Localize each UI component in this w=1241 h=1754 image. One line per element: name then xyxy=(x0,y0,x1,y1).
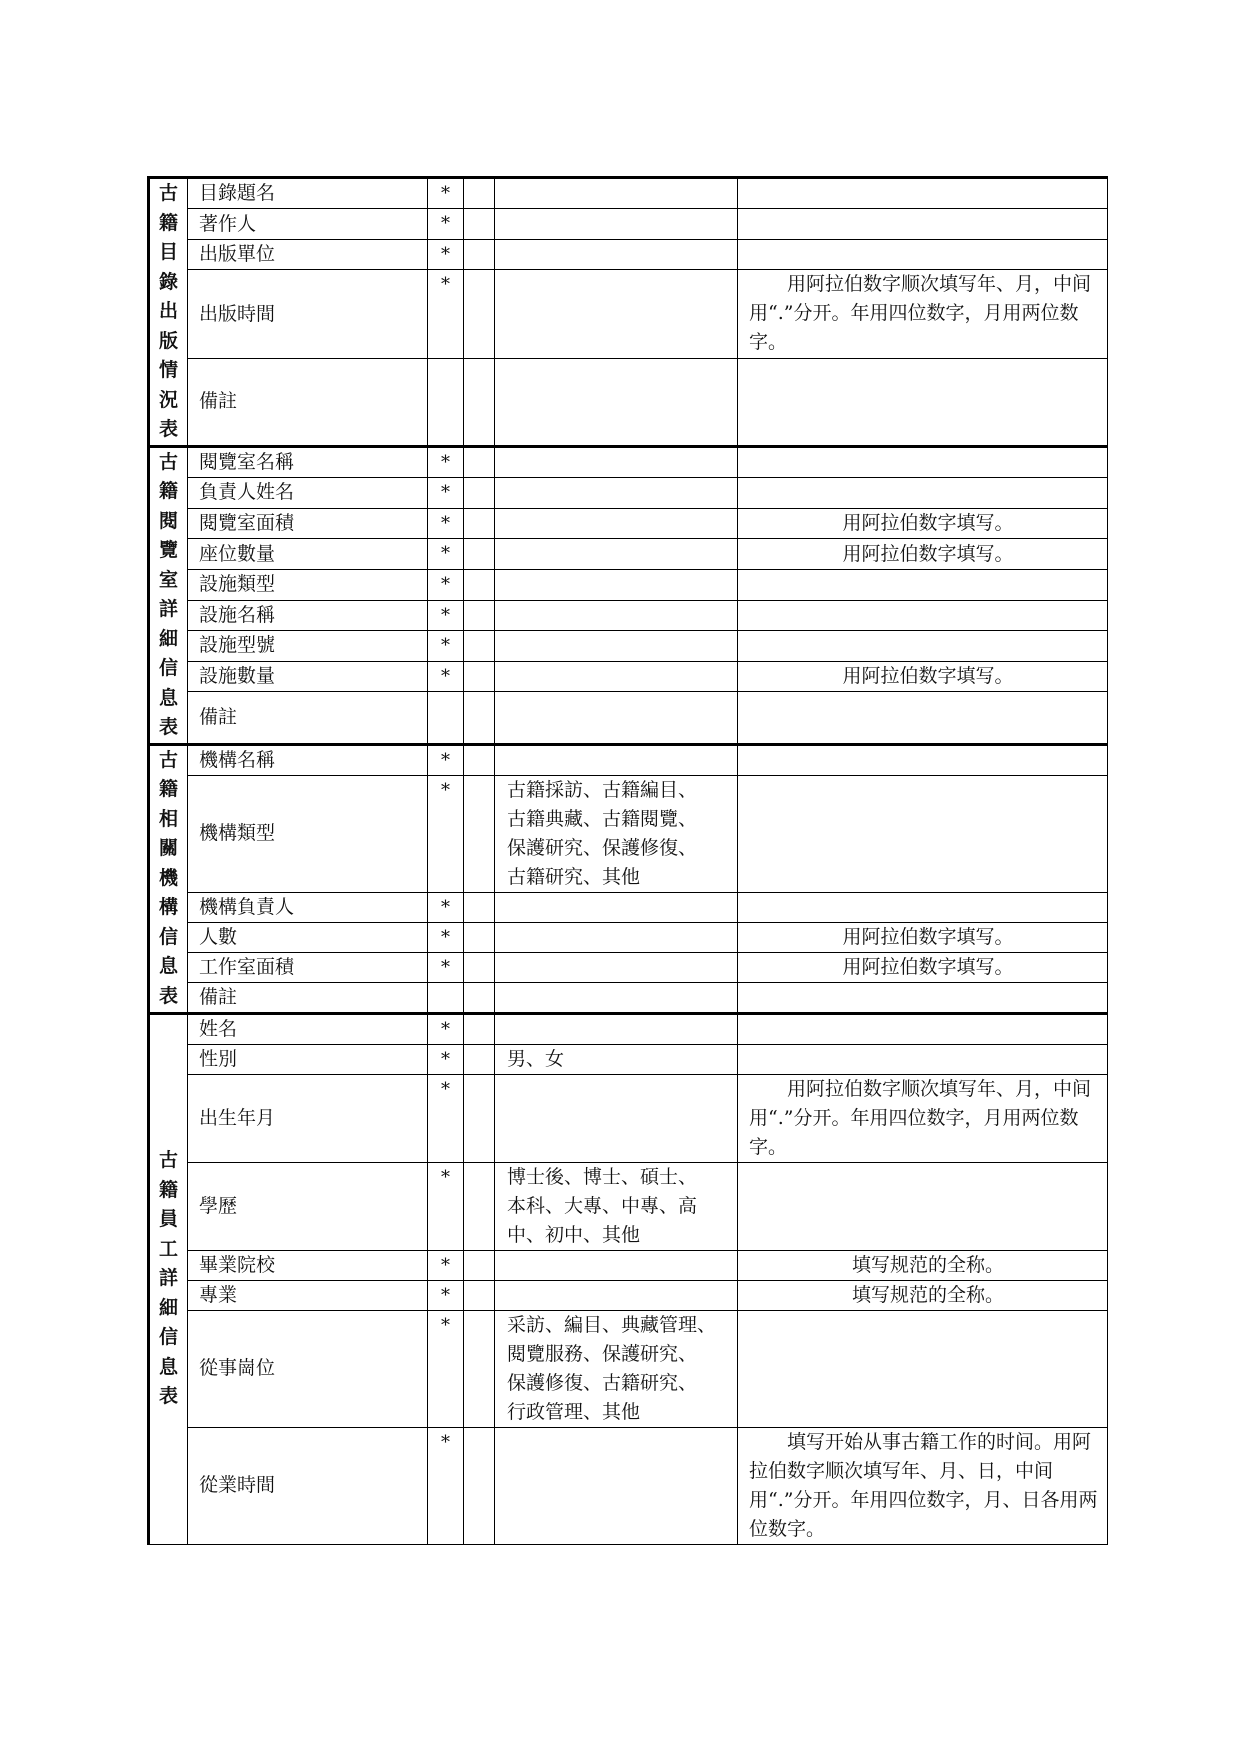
required-marker: * xyxy=(428,209,464,239)
required-marker: * xyxy=(428,661,464,692)
note-cell xyxy=(738,744,1108,775)
required-marker xyxy=(428,982,464,1013)
note-cell xyxy=(738,631,1108,662)
table-row xyxy=(149,631,1108,662)
note-cell xyxy=(738,661,1108,692)
note-text: 填写开始从事古籍工作的时间。用阿拉伯数字顺次填写年、月、日，中间用“.”分开。年用四位数字，月、日各用两位数字。 xyxy=(749,1430,1098,1540)
note-cell xyxy=(738,478,1108,509)
section-label-char: 古 xyxy=(158,182,178,204)
table-row xyxy=(149,922,1108,952)
blank-cell xyxy=(464,446,495,478)
table-row xyxy=(149,508,1108,539)
field-name: 出版單位 xyxy=(188,239,428,269)
required-marker: * xyxy=(428,1310,464,1427)
section-label-related-institution xyxy=(149,744,188,1013)
section-label-char: 籍 xyxy=(158,480,178,502)
section-label-char: 閱 xyxy=(158,509,178,532)
section-label-char: 員 xyxy=(158,1208,178,1231)
required-marker: * xyxy=(428,1074,464,1162)
table-row xyxy=(149,270,1108,359)
option-line: 保護修復、古籍研究、 xyxy=(507,1371,698,1394)
blank-cell xyxy=(464,600,495,631)
blank-cell xyxy=(464,1074,495,1162)
table-row xyxy=(149,209,1108,239)
note-text: 填写规范的全称。 xyxy=(851,1253,1004,1276)
section-label-char: 表 xyxy=(158,984,178,1007)
table-row xyxy=(149,359,1108,446)
section-label-char: 息 xyxy=(158,955,178,978)
note-cell xyxy=(738,209,1108,239)
blank-cell xyxy=(464,1310,495,1427)
section-label-char: 表 xyxy=(158,418,178,440)
field-name: 備註 xyxy=(188,359,428,446)
options-cell xyxy=(495,1013,738,1044)
note-cell xyxy=(738,775,1108,892)
field-name: 出版時間 xyxy=(188,270,428,359)
note-cell xyxy=(738,1162,1108,1250)
table-row xyxy=(149,1013,1108,1044)
options-cell xyxy=(495,359,738,446)
required-marker: * xyxy=(428,952,464,982)
section-label-char: 表 xyxy=(158,716,178,738)
required-marker: * xyxy=(428,922,464,952)
required-marker xyxy=(428,359,464,446)
options-cell xyxy=(495,922,738,952)
note-text: 用阿拉伯数字填写。 xyxy=(842,925,1014,948)
note-cell xyxy=(738,692,1108,744)
options-cell xyxy=(495,892,738,922)
table-row xyxy=(149,982,1108,1013)
note-cell xyxy=(738,1427,1108,1544)
option-line: 男、女 xyxy=(507,1047,565,1070)
required-marker: * xyxy=(428,446,464,478)
required-marker: * xyxy=(428,478,464,509)
note-cell xyxy=(738,892,1108,922)
option-line: 古籍典藏、古籍閱覽、 xyxy=(507,807,698,830)
required-marker: * xyxy=(428,1013,464,1044)
section-label-char: 細 xyxy=(158,1296,178,1319)
note-cell xyxy=(738,539,1108,570)
option-line: 中、初中、其他 xyxy=(507,1223,641,1246)
section-label-char: 關 xyxy=(158,837,178,860)
options-cell xyxy=(495,661,738,692)
note-cell xyxy=(738,1250,1108,1280)
field-name: 機構類型 xyxy=(188,775,428,892)
required-marker: * xyxy=(428,1162,464,1250)
table-row xyxy=(149,952,1108,982)
blank-cell xyxy=(464,631,495,662)
note-cell xyxy=(738,1280,1108,1310)
table-row xyxy=(149,178,1108,209)
blank-cell xyxy=(464,1044,495,1074)
field-name: 負責人姓名 xyxy=(188,478,428,509)
field-name: 從事崗位 xyxy=(188,1310,428,1427)
note-cell xyxy=(738,982,1108,1013)
blank-cell xyxy=(464,569,495,600)
required-marker: * xyxy=(428,508,464,539)
option-line: 行政管理、其他 xyxy=(507,1400,641,1423)
section-label-char: 籍 xyxy=(158,211,178,234)
field-name: 備註 xyxy=(188,982,428,1013)
table-row xyxy=(149,1162,1108,1250)
blank-cell xyxy=(464,539,495,570)
table-row xyxy=(149,892,1108,922)
blank-cell xyxy=(464,692,495,744)
blank-cell xyxy=(464,1427,495,1544)
options-cell xyxy=(495,178,738,209)
field-name: 出生年月 xyxy=(188,1074,428,1162)
section-label-char: 古 xyxy=(158,1149,178,1172)
section-label-char: 詳 xyxy=(158,598,178,620)
section-label-char: 情 xyxy=(158,359,178,381)
field-name: 備註 xyxy=(188,692,428,744)
option-line: 本科、大專、中專、高 xyxy=(507,1194,698,1217)
options-cell xyxy=(495,569,738,600)
section-label-char: 版 xyxy=(158,329,178,352)
section-label-char: 古 xyxy=(158,748,178,771)
note-cell xyxy=(738,922,1108,952)
required-marker: * xyxy=(428,1427,464,1544)
table-row xyxy=(149,1074,1108,1162)
options-cell xyxy=(495,775,738,892)
field-name: 機構名稱 xyxy=(188,744,428,775)
options-cell xyxy=(495,1310,738,1427)
field-name: 機構負責人 xyxy=(188,892,428,922)
note-cell xyxy=(738,239,1108,269)
required-marker: * xyxy=(428,1250,464,1280)
note-cell xyxy=(738,1013,1108,1044)
note-cell xyxy=(738,508,1108,539)
options-cell xyxy=(495,1427,738,1544)
section-label-char: 出 xyxy=(158,300,178,322)
options-cell xyxy=(495,1250,738,1280)
note-text: 用阿拉伯数字填写。 xyxy=(842,955,1014,978)
section-label-char: 信 xyxy=(158,657,178,679)
required-marker: * xyxy=(428,1044,464,1074)
section-label-char: 機 xyxy=(158,866,178,889)
note-text: 用阿拉伯数字填写。 xyxy=(842,665,1014,688)
section-label-char: 室 xyxy=(158,568,178,591)
note-cell xyxy=(738,952,1108,982)
options-cell xyxy=(495,478,738,509)
options-cell xyxy=(495,952,738,982)
note-cell xyxy=(738,569,1108,600)
table-row xyxy=(149,539,1108,570)
field-name: 設施類型 xyxy=(188,569,428,600)
blank-cell xyxy=(464,982,495,1013)
option-line: 古籍研究、其他 xyxy=(507,865,641,888)
options-cell xyxy=(495,744,738,775)
blank-cell xyxy=(464,270,495,359)
required-marker: * xyxy=(428,892,464,922)
section-label-char: 表 xyxy=(158,1385,178,1408)
blank-cell xyxy=(464,775,495,892)
note-cell xyxy=(738,446,1108,478)
field-name: 著作人 xyxy=(188,209,428,239)
field-name: 人數 xyxy=(188,922,428,952)
options-cell xyxy=(495,539,738,570)
table-row xyxy=(149,775,1108,892)
table-row xyxy=(149,1427,1108,1544)
info-form-table xyxy=(147,176,1108,1545)
note-text: 用阿拉伯数字顺次填写年、月，中间用“.”分开。年用四位数字，月用两位数字。 xyxy=(749,273,1092,354)
note-cell xyxy=(738,270,1108,359)
field-name: 設施數量 xyxy=(188,661,428,692)
note-text: 用阿拉伯数字填写。 xyxy=(842,542,1014,565)
section-label-char: 構 xyxy=(158,896,178,919)
blank-cell xyxy=(464,209,495,239)
required-marker: * xyxy=(428,631,464,662)
section-label-char: 古 xyxy=(158,450,178,473)
note-cell xyxy=(738,1310,1108,1427)
section-label-char: 籍 xyxy=(158,1178,178,1201)
blank-cell xyxy=(464,1250,495,1280)
options-cell xyxy=(495,239,738,269)
required-marker xyxy=(428,692,464,744)
options-cell xyxy=(495,270,738,359)
table-row xyxy=(149,1044,1108,1074)
table-row xyxy=(149,239,1108,269)
required-marker: * xyxy=(428,178,464,209)
blank-cell xyxy=(464,1162,495,1250)
section-label-char: 目 xyxy=(158,241,178,263)
field-name: 設施名稱 xyxy=(188,600,428,631)
note-text: 用阿拉伯数字填写。 xyxy=(842,512,1014,535)
section-label-catalog-publication xyxy=(149,178,188,447)
note-text: 用阿拉伯数字顺次填写年、月，中间用“.”分开。年用四位数字，月用两位数字。 xyxy=(749,1077,1092,1158)
required-marker: * xyxy=(428,539,464,570)
field-name: 工作室面積 xyxy=(188,952,428,982)
options-cell xyxy=(495,1162,738,1250)
field-name: 閱覽室名稱 xyxy=(188,446,428,478)
section-label-char: 工 xyxy=(158,1237,178,1260)
table-row xyxy=(149,1250,1108,1280)
option-line: 閱覽服務、保護研究、 xyxy=(507,1342,698,1365)
blank-cell xyxy=(464,508,495,539)
table-row xyxy=(149,478,1108,509)
note-cell xyxy=(738,178,1108,209)
table-row xyxy=(149,446,1108,478)
blank-cell xyxy=(464,1280,495,1310)
required-marker: * xyxy=(428,239,464,269)
note-cell xyxy=(738,600,1108,631)
blank-cell xyxy=(464,178,495,209)
note-text: 填写规范的全称。 xyxy=(851,1283,1004,1306)
field-name: 學歷 xyxy=(188,1162,428,1250)
section-label-char: 錄 xyxy=(158,270,178,293)
table-row xyxy=(149,661,1108,692)
required-marker: * xyxy=(428,744,464,775)
blank-cell xyxy=(464,661,495,692)
field-name: 從業時間 xyxy=(188,1427,428,1544)
options-cell xyxy=(495,209,738,239)
blank-cell xyxy=(464,478,495,509)
blank-cell xyxy=(464,892,495,922)
option-line: 保護研究、保護修復、 xyxy=(507,836,698,859)
section-label-char: 籍 xyxy=(158,778,178,801)
section-label-char: 息 xyxy=(158,1355,178,1378)
table-row xyxy=(149,692,1108,744)
blank-cell xyxy=(464,1013,495,1044)
note-cell xyxy=(738,359,1108,446)
field-name: 專業 xyxy=(188,1280,428,1310)
note-cell xyxy=(738,1074,1108,1162)
field-name: 目錄題名 xyxy=(188,178,428,209)
blank-cell xyxy=(464,922,495,952)
section-label-char: 覽 xyxy=(158,539,178,561)
field-name: 閱覽室面積 xyxy=(188,508,428,539)
options-cell xyxy=(495,508,738,539)
blank-cell xyxy=(464,952,495,982)
options-cell xyxy=(495,982,738,1013)
section-label-char: 細 xyxy=(158,627,178,650)
table-row xyxy=(149,600,1108,631)
section-label-staff-detail xyxy=(149,1013,188,1544)
section-label-char: 息 xyxy=(158,686,178,709)
section-label-char: 相 xyxy=(158,807,178,830)
options-cell xyxy=(495,692,738,744)
table-row xyxy=(149,1310,1108,1427)
note-cell xyxy=(738,1044,1108,1074)
blank-cell xyxy=(464,359,495,446)
blank-cell xyxy=(464,744,495,775)
section-label-reading-room xyxy=(149,446,188,744)
field-name: 性別 xyxy=(188,1044,428,1074)
form-sheet xyxy=(147,176,1108,1545)
section-label-char: 信 xyxy=(158,1326,178,1349)
options-cell xyxy=(495,1280,738,1310)
required-marker: * xyxy=(428,270,464,359)
field-name: 畢業院校 xyxy=(188,1250,428,1280)
required-marker: * xyxy=(428,569,464,600)
option-line: 博士後、博士、碩士、 xyxy=(507,1165,698,1188)
required-marker: * xyxy=(428,600,464,631)
field-name: 姓名 xyxy=(188,1013,428,1044)
section-label-char: 詳 xyxy=(158,1267,178,1290)
option-line: 采訪、編目、典藏管理、 xyxy=(507,1313,717,1336)
table-row xyxy=(149,569,1108,600)
field-name: 座位數量 xyxy=(188,539,428,570)
required-marker: * xyxy=(428,775,464,892)
options-cell xyxy=(495,600,738,631)
table-row xyxy=(149,1280,1108,1310)
table-row xyxy=(149,744,1108,775)
section-label-char: 況 xyxy=(158,388,178,411)
section-label-char: 信 xyxy=(158,925,178,948)
required-marker: * xyxy=(428,1280,464,1310)
options-cell xyxy=(495,1074,738,1162)
option-line: 古籍採訪、古籍編目、 xyxy=(507,778,698,801)
blank-cell xyxy=(464,239,495,269)
options-cell xyxy=(495,631,738,662)
options-cell xyxy=(495,446,738,478)
field-name: 設施型號 xyxy=(188,631,428,662)
options-cell xyxy=(495,1044,738,1074)
